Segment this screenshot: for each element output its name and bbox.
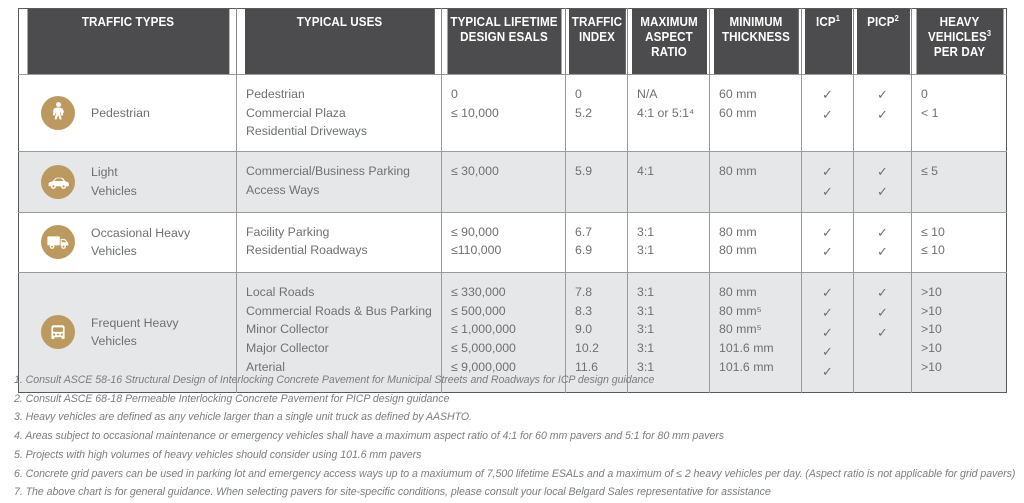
cell-typical-uses	[237, 152, 442, 213]
traffic-matrix-table-wrapper	[18, 8, 1006, 393]
cell-line: 0	[921, 87, 928, 101]
cell-line: 101.6 mm	[719, 359, 774, 374]
cell-line: 7.8	[575, 285, 593, 300]
footnote-item: 4. Areas subject to occasional maintenance or emergency vehicles shall have a maximum aspect ratio of 4:1 for 60 mm pavers and 5:1 for 80 mm pavers	[14, 430, 725, 443]
icp-check-icon: ✓	[822, 224, 833, 240]
cell-line: 3:1	[637, 285, 655, 300]
cell-traffic-type	[19, 75, 237, 152]
cell-min-thickness	[710, 75, 802, 152]
traffic-type-label: Pedestrian	[91, 105, 150, 120]
cell-line: Access Ways	[246, 182, 320, 197]
picp-check-icon	[854, 342, 911, 362]
cell-traffic-type	[19, 212, 237, 273]
col-header-picp-label: PICP	[866, 15, 895, 29]
cell-picp	[854, 152, 912, 213]
cell-line: < 1	[921, 105, 939, 120]
cell-line: 4:1	[637, 164, 655, 179]
cell-line: 3:1	[637, 243, 655, 258]
col-header-aspect-ratio-label: MAXIMUM ASPECT RATIO	[639, 15, 698, 59]
cell-line: 80 mm	[719, 243, 757, 258]
col-header-heavy-vehicles-per-day-label: HEAVY VEHICLES$^3$ PER DAY	[927, 15, 991, 59]
cell-line: 10.2	[575, 341, 599, 356]
picp-check-icon: ✓	[877, 304, 888, 320]
cell-line: 5.2	[575, 105, 593, 120]
table-row	[19, 75, 1007, 152]
icp-check-icon: ✓	[822, 364, 833, 380]
cell-line: >10	[921, 359, 942, 374]
cell-icp	[802, 75, 854, 152]
cell-line: >10	[921, 303, 942, 318]
cell-heavy-vehicles-per-day	[912, 212, 1007, 273]
picp-check-icon: ✓	[877, 324, 888, 340]
col-header-traffic-types	[26, 9, 229, 75]
light-vehicle-icon	[41, 165, 75, 199]
cell-traffic-index	[566, 75, 628, 152]
cell-line: 3:1	[637, 341, 655, 356]
cell-line: 60 mm	[719, 87, 757, 101]
footnote-item: 2. Consult ASCE 68-18 Permeable Interlocking Concrete Pavement for PICP design guidance	[14, 392, 450, 405]
col-header-traffic-types-label: TRAFFIC TYPES	[81, 15, 174, 29]
col-header-icp-label: ICP	[815, 15, 836, 29]
picp-check-icon: ✓	[877, 183, 888, 199]
cell-line: Major Collector	[246, 341, 329, 356]
picp-check-icon: ✓	[877, 224, 888, 240]
cell-min-thickness	[710, 152, 802, 213]
cell-line: 6.7	[575, 224, 593, 239]
cell-design-esals	[442, 212, 566, 273]
cell-traffic-index	[566, 152, 628, 213]
header-row	[19, 9, 1007, 75]
cell-line: Facility Parking	[246, 224, 330, 239]
picp-check-icon: ✓	[877, 285, 888, 301]
cell-heavy-vehicles-per-day	[912, 152, 1007, 213]
footnote-item: 6. Concrete grid pavers can be used in parking lot and emergency access ways up to a maxiumum of 7,500 lifetime ESALs and a maximum of ≤ 2 heavy vehicles per day. (Aspect ratio is not applicable for grid pavers)	[14, 467, 1016, 480]
cell-line: 80 mm⁵	[719, 303, 762, 318]
cell-line: Arterial	[246, 359, 285, 374]
cell-line: 8.3	[575, 303, 593, 318]
traffic-type-label: Frequent Heavy Vehicles	[91, 316, 179, 349]
footnote-item: 1. Consult ASCE 58-16 Structural Design of Interlocking Concrete Pavement for Municipal Streets and Roadways for ICP design guidance	[14, 374, 655, 386]
col-header-heavy-vehicles-per-day	[915, 9, 1003, 75]
cell-line: Commercial Plaza	[246, 105, 346, 120]
traffic-type-label: Occasional Heavy Vehicles	[91, 225, 191, 259]
cell-line: 3:1	[637, 322, 655, 337]
col-header-icp-footnote-marker: 1	[835, 13, 840, 23]
cell-line: 101.6 mm	[719, 341, 774, 356]
cell-line: ≤ 10,000	[451, 105, 499, 120]
cell-line: 0	[575, 87, 582, 101]
traffic-type-label: Light Vehicles	[91, 165, 137, 198]
cell-line: Pedestrian	[246, 87, 305, 101]
cell-aspect-ratio	[628, 75, 710, 152]
cell-line: ≤110,000	[451, 243, 502, 258]
cell-aspect-ratio	[628, 212, 710, 273]
cell-line: 3:1	[637, 224, 655, 239]
cell-picp	[854, 212, 912, 273]
cell-line: ≤ 330,000	[451, 285, 506, 300]
cell-line: N/A	[637, 87, 658, 101]
footnote-item: 5. Projects with high volumes of heavy vehicles should consider using 101.6 mm pavers	[14, 448, 422, 461]
col-header-design-esals	[446, 9, 561, 75]
cell-line: 11.6	[575, 359, 599, 374]
traffic-matrix-table	[18, 8, 1007, 393]
table-row	[19, 152, 1007, 213]
icp-check-icon: ✓	[822, 344, 833, 360]
cell-aspect-ratio	[628, 152, 710, 213]
cell-line: ≤ 90,000	[451, 224, 499, 239]
cell-line: ≤ 9,000,000	[451, 359, 516, 374]
cell-icp	[802, 152, 854, 213]
truck-icon	[41, 225, 75, 259]
cell-line: Commercial Roads & Bus Parking	[246, 303, 432, 318]
cell-heavy-vehicles-per-day	[912, 75, 1007, 152]
footnotes-list	[14, 372, 1019, 503]
cell-line: ≤ 10	[921, 243, 945, 258]
cell-line: >10	[921, 322, 942, 337]
cell-line: 80 mm	[719, 224, 757, 239]
footnote-item: 3. Heavy vehicles are defined as any vehicle larger than a single unit truck as defined by AASHTO.	[14, 411, 472, 424]
cell-line: 0	[451, 87, 458, 101]
table-row	[19, 212, 1007, 273]
cell-line: 6.9	[575, 243, 593, 258]
cell-design-esals	[442, 75, 566, 152]
icp-check-icon: ✓	[822, 304, 833, 320]
cell-traffic-index	[566, 212, 628, 273]
cell-picp	[854, 75, 912, 152]
table-header	[19, 9, 1007, 75]
cell-line: ≤ 500,000	[451, 303, 506, 318]
cell-traffic-type	[19, 152, 237, 213]
cell-line: 3:1	[637, 303, 655, 318]
cell-line: ≤ 1,000,000	[451, 322, 516, 337]
cell-line: 80 mm⁵	[719, 322, 762, 337]
cell-line: 80 mm	[719, 164, 757, 179]
picp-check-icon: ✓	[877, 244, 888, 260]
col-header-picp-footnote-marker: 2	[894, 13, 899, 23]
col-header-picp	[856, 9, 910, 75]
cell-line: Local Roads	[246, 285, 315, 300]
cell-line: 80 mm	[719, 285, 757, 300]
bus-icon	[41, 315, 75, 349]
col-header-icp	[803, 9, 851, 75]
col-header-traffic-index-label: TRAFFIC INDEX	[571, 15, 622, 44]
col-header-traffic-index	[568, 9, 626, 75]
picp-check-icon: ✓	[877, 106, 888, 122]
col-header-min-thickness	[713, 9, 799, 75]
cell-line: Residential Driveways	[246, 124, 367, 139]
picp-check-icon: ✓	[877, 164, 888, 180]
cell-typical-uses	[237, 75, 442, 152]
cell-typical-uses	[237, 212, 442, 273]
icp-check-icon: ✓	[822, 324, 833, 340]
cell-line: ≤ 5,000,000	[451, 341, 516, 356]
cell-line: 3:1	[637, 359, 655, 374]
icp-check-icon: ✓	[822, 164, 833, 180]
cell-line: Commercial/Business Parking	[246, 164, 411, 179]
col-header-design-esals-label: TYPICAL LIFETIME DESIGN ESALS	[449, 15, 558, 44]
cell-line: ≤ 5	[921, 164, 939, 179]
picp-check-icon: ✓	[877, 87, 888, 102]
icp-check-icon: ✓	[822, 183, 833, 199]
cell-line: >10	[921, 285, 942, 300]
cell-line: Minor Collector	[246, 322, 329, 337]
cell-min-thickness	[710, 212, 802, 273]
icp-check-icon: ✓	[822, 106, 833, 122]
footnote-item: 7. The above chart is for general guidance. When selecting pavers for site-specific conditions, please consult your local Belgard Sales representative for assistance	[14, 486, 771, 499]
cell-line: >10	[921, 341, 942, 356]
cell-line: ≤ 10	[921, 224, 945, 239]
col-header-aspect-ratio	[630, 9, 706, 75]
cell-line: 5.9	[575, 164, 593, 179]
col-header-typical-uses	[244, 9, 435, 75]
icp-check-icon: ✓	[822, 285, 833, 301]
cell-line: ≤ 30,000	[451, 164, 499, 179]
icp-check-icon: ✓	[822, 244, 833, 260]
cell-line: 60 mm	[719, 105, 757, 120]
cell-design-esals	[442, 152, 566, 213]
cell-line: Residential Roadways	[246, 243, 368, 258]
col-header-min-thickness-label: MINIMUM THICKNESS	[721, 15, 790, 44]
col-header-typical-uses-label: TYPICAL USES	[296, 15, 382, 29]
cell-line: 4:1 or 5:1⁴	[637, 105, 695, 120]
cell-icp	[802, 212, 854, 273]
table-body	[19, 75, 1007, 393]
icp-check-icon: ✓	[822, 87, 833, 102]
pedestrian-icon	[41, 96, 75, 130]
cell-line: 9.0	[575, 322, 593, 337]
